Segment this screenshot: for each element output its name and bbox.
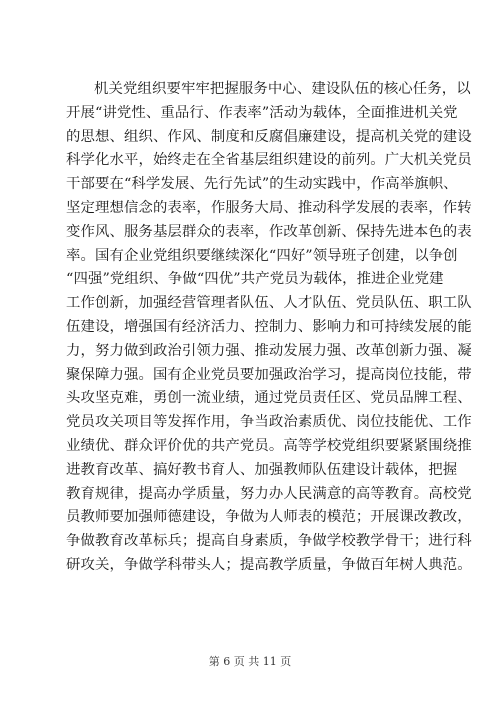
text-line: 进教育改革、搞好教书育人、加强教师队伍建设计载体，把握	[66, 461, 458, 478]
text-line: 头攻坚克难，勇创一流业绩，通过党员责任区、党员品牌工程、	[66, 390, 472, 407]
text-line: 率。国有企业党组织要继续深化“四好”领导班子创建，以争创	[66, 247, 458, 264]
page-number-footer: 第 6 页 共 11 页	[208, 655, 292, 668]
text-line: 教育规律，提高办学质量，努力办人民满意的高等教育。高校党	[66, 485, 472, 502]
text-line: 聚保障力强。国有企业党员要加强政治学习，提高岗位技能，带	[66, 366, 472, 383]
text-line: 力，努力做到政治引领力强、推动发展力强、改革创新力强、凝	[66, 342, 472, 359]
text-line: “四强”党组织、争做“四优”共产党员为载体，推进企业党建	[66, 271, 444, 288]
text-line: 坚定理想信念的表率，作服务大局、推动科学发展的表率，作转	[66, 199, 472, 216]
text-line: 开展“讲党性、重品行、作表率”活动为载体，全面推进机关党	[66, 104, 458, 121]
text-line: 的思想、组织、作风、制度和反腐倡廉建设，提高机关党的建设	[66, 128, 472, 145]
text-line: 工作创新，加强经营管理者队伍、人才队伍、党员队伍、职工队	[66, 295, 472, 312]
text-line: 党员攻关项目等发挥作用，争当政治素质优、岗位技能优、工作	[66, 414, 472, 431]
text-line: 业绩优、群众评价优的共产党员。高等学校党组织要紧紧围绕推	[66, 437, 472, 454]
text-line: 员教师要加强师德建设，争做为人师表的模范；开展课改教改，	[66, 509, 472, 526]
text-line: 研攻关，争做学科带头人；提高教学质量，争做百年树人典范。	[66, 556, 472, 573]
text-line: 机关党组织要牢牢把握服务中心、建设队伍的核心任务，以	[94, 81, 471, 97]
text-line: 科学化水平，始终走在全省基层组织建设的前列。广大机关党员	[66, 152, 472, 169]
text-line: 伍建设，增强国有经济活力、控制力、影响力和可持续发展的能	[66, 318, 472, 335]
text-line: 干部要在“科学发展、先行先试”的生动实践中，作高举旗帜、	[66, 176, 458, 193]
text-line: 争做教育改革标兵；提高自身素质，争做学校教学骨干；进行科	[66, 533, 472, 550]
body-paragraph	[66, 78, 472, 578]
text-line: 变作风、服务基层群众的表率，作改革创新、保持先进本色的表	[66, 223, 472, 240]
